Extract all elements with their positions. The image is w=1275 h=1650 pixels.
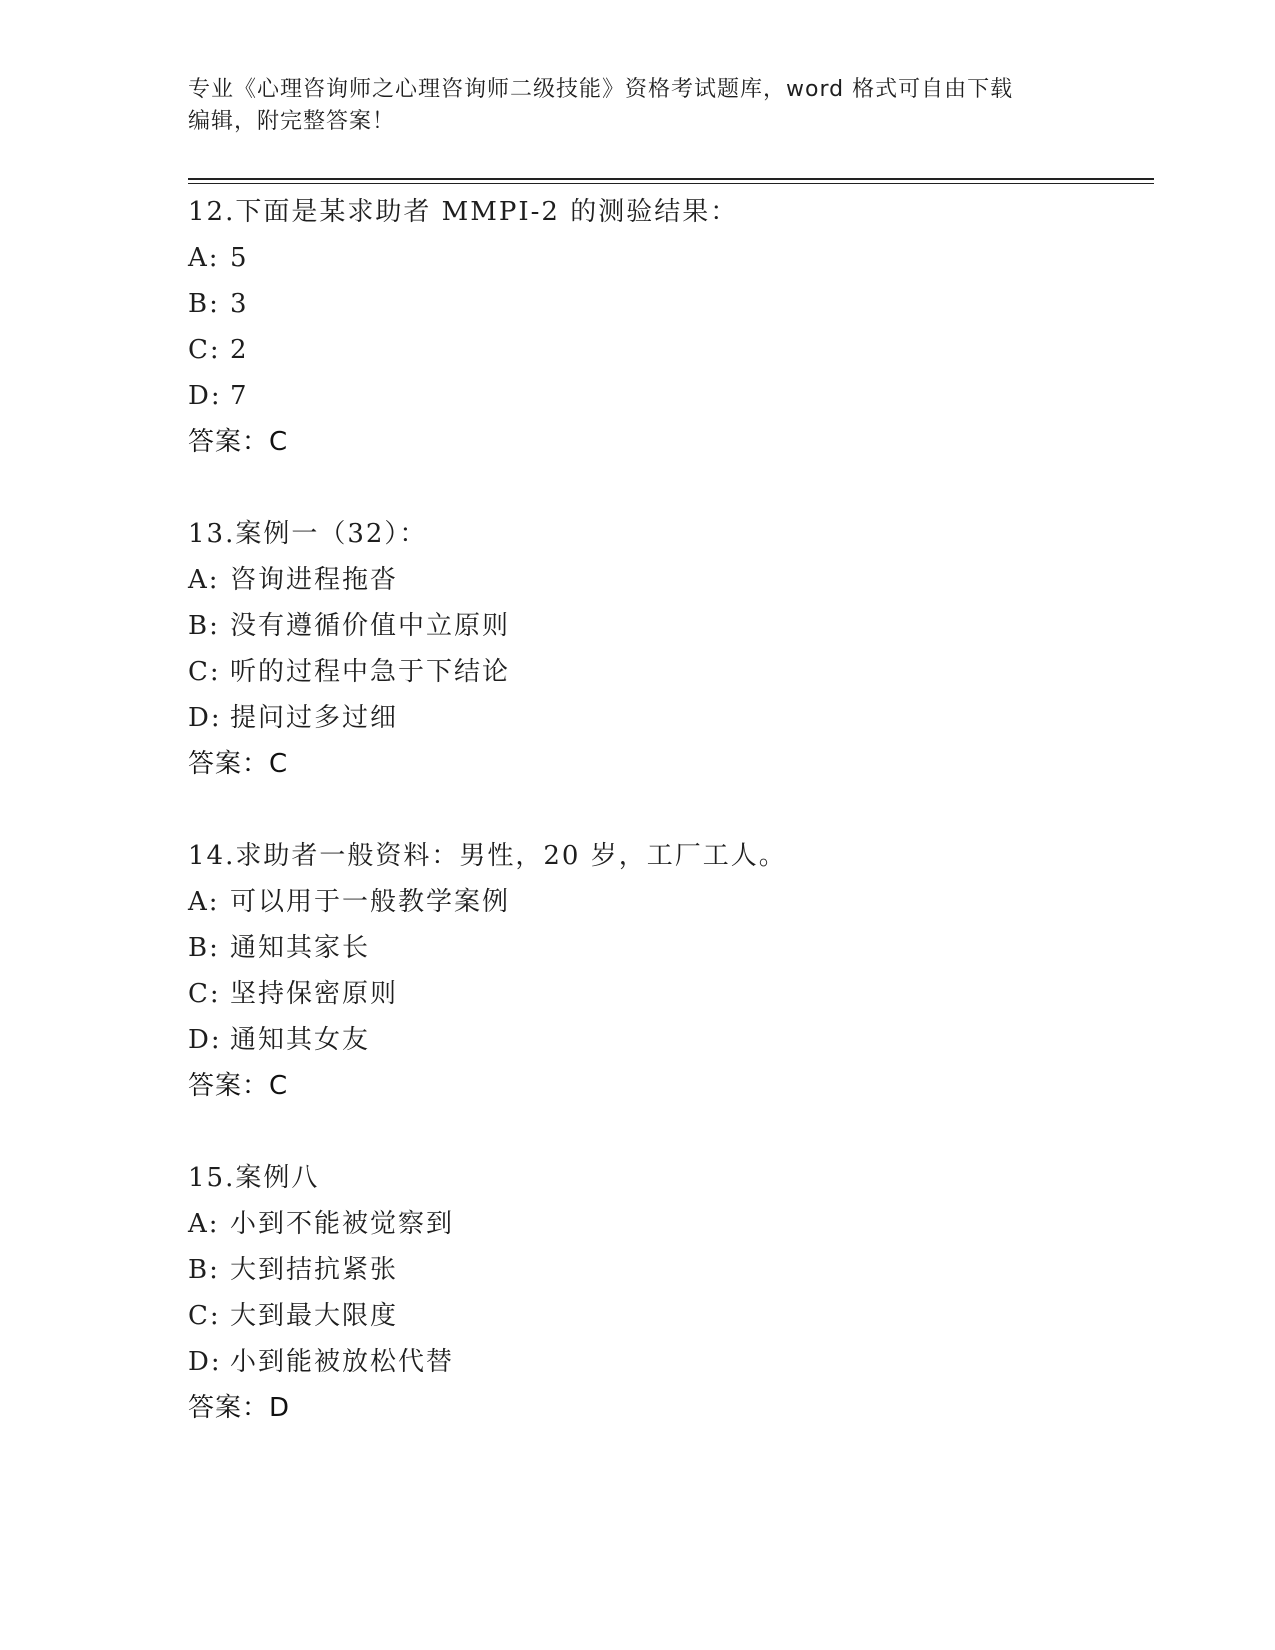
answer-line: 答案：C <box>188 1071 289 1101</box>
header-divider-thin <box>188 183 1154 184</box>
option-key: D: <box>188 1025 222 1055</box>
option-text: 3 <box>230 289 249 319</box>
option-text: 5 <box>230 243 249 273</box>
question-12 <box>188 189 1148 465</box>
option-text: 大到最大限度 <box>230 1301 399 1331</box>
option-text: 通知其女友 <box>230 1025 371 1055</box>
question-stem: 12.下面是某求助者 MMPI-2 的测验结果： <box>188 197 739 227</box>
option-key: B: <box>188 611 220 641</box>
option-key: A: <box>188 243 220 273</box>
option-text: 咨询进程拖沓 <box>230 565 399 595</box>
option-d <box>188 373 1148 419</box>
option-key: C: <box>188 657 221 687</box>
question-list <box>188 189 1148 1477</box>
option-key: A: <box>188 565 220 595</box>
option-b <box>188 925 1148 971</box>
option-a <box>188 557 1148 603</box>
option-text: 大到拮抗紧张 <box>230 1255 399 1285</box>
option-d <box>188 1339 1148 1385</box>
option-c <box>188 1293 1148 1339</box>
option-text: 没有遵循价值中立原则 <box>230 611 511 641</box>
option-text: 小到不能被觉察到 <box>230 1209 455 1239</box>
option-text: 2 <box>230 335 249 365</box>
option-b <box>188 281 1148 327</box>
option-a <box>188 235 1148 281</box>
option-a <box>188 1201 1148 1247</box>
question-stem: 13.案例一（32）： <box>188 519 428 549</box>
option-key: B: <box>188 1255 220 1285</box>
answer-line: 答案：C <box>188 427 289 457</box>
option-key: C: <box>188 335 221 365</box>
option-key: D: <box>188 381 222 411</box>
option-text: 通知其家长 <box>230 933 371 963</box>
option-key: B: <box>188 933 220 963</box>
option-c <box>188 327 1148 373</box>
option-b <box>188 1247 1148 1293</box>
option-key: C: <box>188 1301 221 1331</box>
option-d <box>188 1017 1148 1063</box>
header-divider-thick <box>188 178 1154 180</box>
option-text: 提问过多过细 <box>230 703 399 733</box>
header-line-2: 编辑，附完整答案！ <box>188 109 396 134</box>
document-header <box>188 74 1088 138</box>
option-text: 小到能被放松代替 <box>230 1347 455 1377</box>
question-13 <box>188 511 1148 787</box>
question-stem: 14.求助者一般资料：男性，20 岁，工厂工人。 <box>188 841 787 871</box>
answer-line: 答案：C <box>188 749 289 779</box>
option-text: 坚持保密原则 <box>230 979 399 1009</box>
option-d <box>188 695 1148 741</box>
option-text: 听的过程中急于下结论 <box>230 657 511 687</box>
question-15 <box>188 1155 1148 1431</box>
option-a <box>188 879 1148 925</box>
header-line-1: 专业《心理咨询师之心理咨询师二级技能》资格考试题库，word 格式可自由下载 <box>188 77 1014 102</box>
option-c <box>188 649 1148 695</box>
option-key: C: <box>188 979 221 1009</box>
option-key: A: <box>188 887 220 917</box>
option-b <box>188 603 1148 649</box>
option-text: 7 <box>230 381 249 411</box>
option-key: A: <box>188 1209 220 1239</box>
question-14 <box>188 833 1148 1109</box>
option-key: D: <box>188 703 222 733</box>
option-text: 可以用于一般教学案例 <box>230 887 511 917</box>
option-key: D: <box>188 1347 222 1377</box>
answer-line: 答案：D <box>188 1393 291 1423</box>
option-key: B: <box>188 289 220 319</box>
option-c <box>188 971 1148 1017</box>
question-stem: 15.案例八 <box>188 1163 320 1193</box>
